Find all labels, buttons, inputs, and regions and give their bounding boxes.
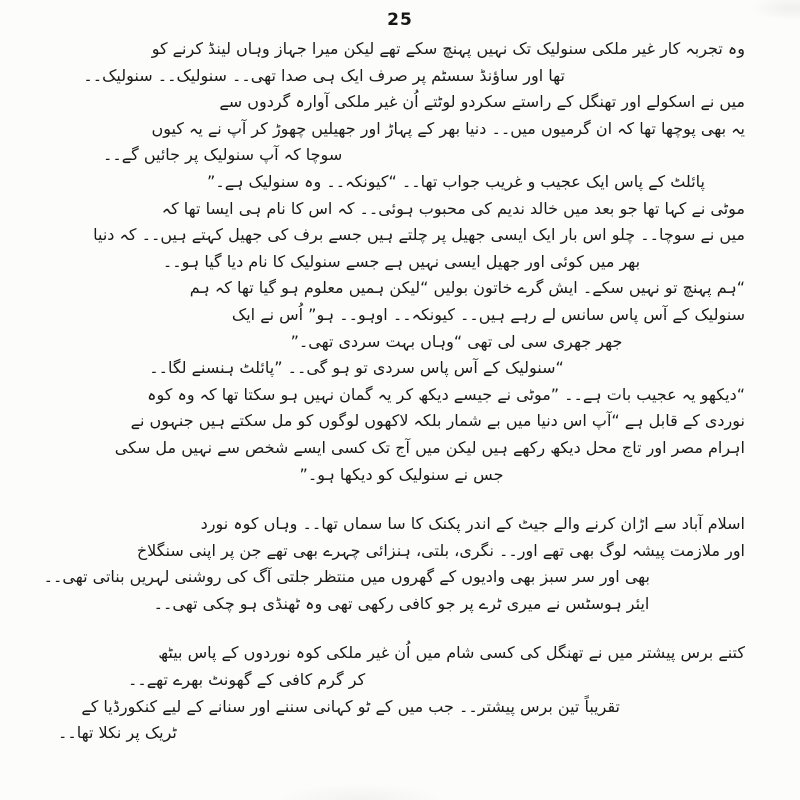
text-line: میں نے اسکولے اور تھنگل کے راستے سکردو لوٹتے اُن غیر ملکی آوارہ گردوں سے <box>219 92 745 112</box>
text-line: ٹریک پر نکلا تھا۔۔ <box>58 723 177 743</box>
text-line: بھر میں کوئی اور جھیل ایسی نہیں ہے جسے سنولیک کا نام دیا گیا ہو۔۔ <box>162 251 641 271</box>
text-line: تقریباً تین برس پیشتر۔۔ جب میں کے ٹو کہانی سننے اور سنانے کے لیے کنکورڈیا کے <box>81 696 620 716</box>
text-line: اسلام آباد سے اڑان کرنے والے جیٹ کے اندر پکنک کا سا سماں تھا۔۔ وہاں کوہ نورد <box>200 514 745 534</box>
text-line: وہ تجربہ کار غیر ملکی سنولیک تک نہیں پہنچ سکے تھے لیکن میرا جہاز وہاں لینڈ کرنے کو <box>151 39 745 58</box>
page-text-block <box>43 36 745 747</box>
text-line: “دیکھو یہ عجیب بات ہے۔۔ ”موٹی نے جیسے دیکھ کر یہ گمان نہیں ہو سکتا تھا کہ وہ کوہ <box>147 384 745 404</box>
text-line: بھی اور سر سبز بھی وادیوں کے گھروں میں منتظر جلتی آگ کی روشنی لہریں بناتی تھی۔۔ <box>43 567 650 587</box>
text-line: نوردی کے قابل ہے “آپ اس دنیا میں بے شمار بلکہ لاکھوں لوگوں کو مل سکتے ہیں جنہوں نے <box>130 411 745 431</box>
text-line: پائلٹ کے پاس ایک عجیب و غریب جواب تھا۔۔ “کیونکہ۔۔ وہ سنولیک ہے۔” <box>207 171 705 191</box>
text-line: سوچا کہ آپ سنولیک پر جائیں گے۔۔ <box>103 145 343 165</box>
text-line: موٹی نے کہا تھا جو بعد میں خالد ندیم کی محبوب ہوئی۔۔ کہ اس کا نام ہی ایسا تھا کہ <box>161 198 745 218</box>
text-line: “ہم پہنچ تو نہیں سکے۔ ایش گرے خاتون بولیں “لیکن ہمیں معلوم ہو گیا تھا کہ ہم <box>189 278 745 298</box>
text-line: اہرام مصر اور تاج محل دیکھ رکھے ہیں لیکن میں آج تک کسی ایسے شخص سے نہیں مل سکی <box>114 437 745 457</box>
text-line: ایئر ہوسٹس نے میری ٹرے پر جو کافی رکھی تھی وہ ٹھنڈی ہو چکی تھی۔۔ <box>153 593 650 613</box>
text-line: کتنے برس پیشتر میں نے تھنگل کی کسی شام میں اُن غیر ملکی کوہ نوردوں کے پاس بیٹھ <box>158 643 745 663</box>
text-line: کر گرم کافی کے گھونٹ بھرے تھے۔۔ <box>128 670 366 690</box>
page-number: 25 <box>387 10 413 30</box>
text-line: یہ بھی پوچھا تھا کہ ان گرمیوں میں۔۔ دنیا بھر کے پہاڑ اور جھیلیں چھوڑ کر آپ نے یہ کیوں <box>151 118 745 138</box>
text-line: “سنولیک کے آس پاس سردی تو ہو گی۔۔ ”پائلٹ ہنسنے لگا۔۔ <box>149 358 564 378</box>
text-line: میں نے سوچا۔۔ چلو اس بار ایک ایسی جھیل پر چلتے ہیں جسے برف کی جھیل کہتے ہیں۔۔ کہ دنیا <box>93 225 745 245</box>
text-line: تھا اور ساؤنڈ سسٹم پر صرف ایک ہی صدا تھی۔۔ سنولیک۔۔ سنولیک۔۔ <box>83 65 565 85</box>
text-line: جھر جھری سی لی تھی “وہاں بہت سردی تھی۔” <box>290 331 623 351</box>
text-line: جس نے سنولیک کو دیکھا ہو۔” <box>299 464 504 484</box>
text-line: سنولیک کے آس پاس سانس لے رہے ہیں۔۔ کیونکہ۔۔ اوہو۔۔ ہو” اُس نے ایک <box>231 304 745 324</box>
text-line: اور ملازمت پیشہ لوگ بھی تھے اور۔۔ نگری، بلتی، ہنزائی چہرے بھی تھے جن پر اپنی سنگلاخ <box>136 540 745 560</box>
